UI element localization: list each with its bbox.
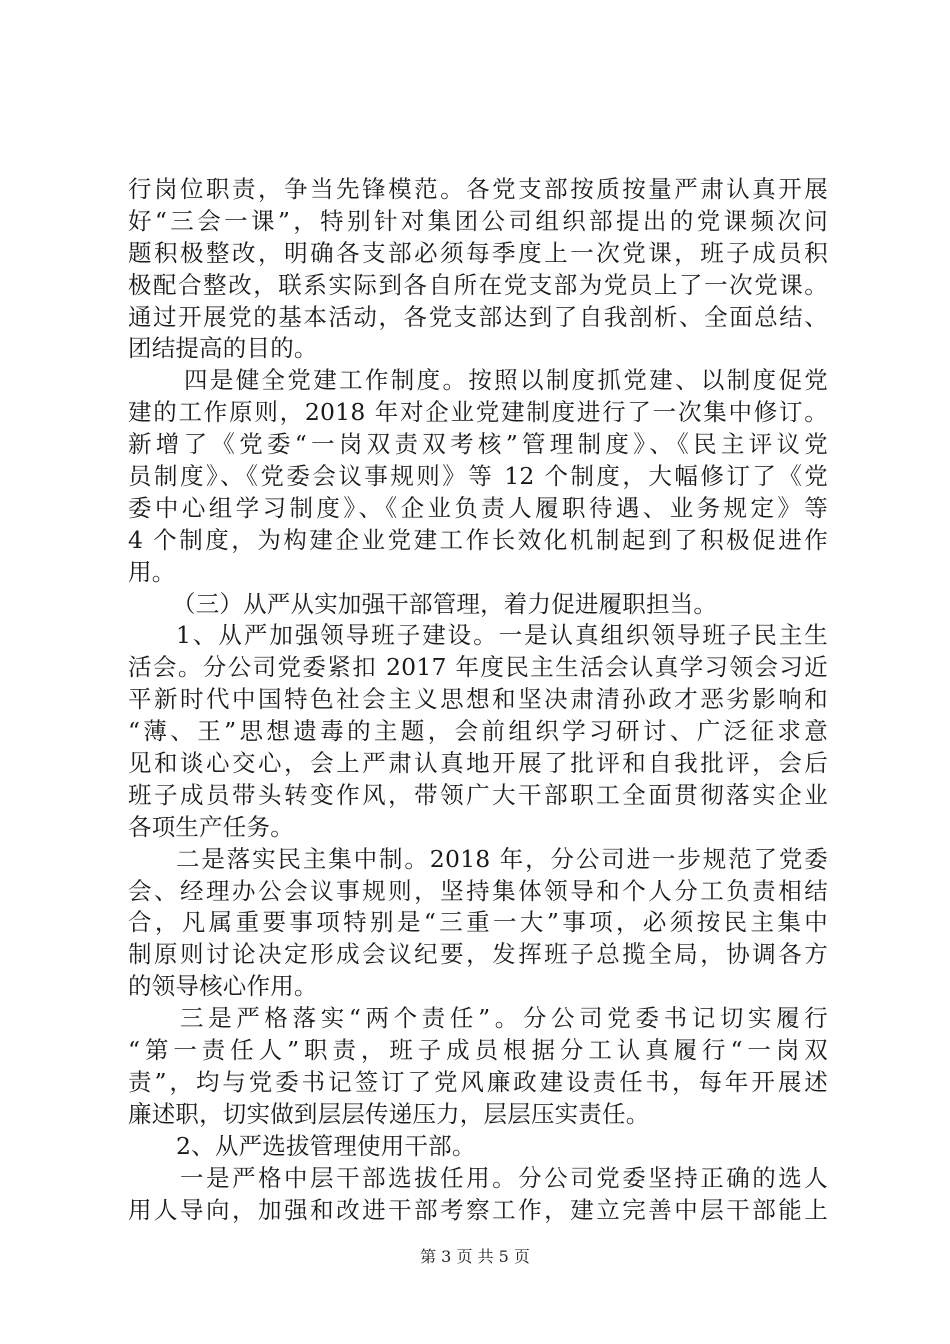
text-line: 员制度》、《党委会议事规则》等 12 个制度，大幅修订了《党 xyxy=(128,462,828,491)
text-line: 好“三会一课”，特别针对集团公司组织部提出的党课频次问 xyxy=(128,206,828,235)
text-line: 会、经理办公会议事规则，坚持集体领导和个人分工负责相结 xyxy=(128,876,828,905)
text-line: 团结提高的目的。 xyxy=(128,334,318,363)
text-line: 三是严格落实“两个责任”。分公司党委书记切实履行 xyxy=(180,1004,828,1033)
text-line: 新增了《党委“一岗双责双考核”管理制度》、《民主评议党 xyxy=(128,430,828,459)
text-line: 通过开展党的基本活动，各党支部达到了自我剖析、全面总结、 xyxy=(128,302,828,331)
text-line: 见和谈心交心，会上严肃认真地开展了批评和自我批评，会后 xyxy=(128,749,828,778)
text-line: 用。 xyxy=(128,557,176,586)
text-line: 题积极整改，明确各支部必须每季度上一次党课，班子成员积 xyxy=(128,238,828,267)
text-line: 的领导核心作用。 xyxy=(128,972,318,1001)
text-line: 各项生产任务。 xyxy=(128,812,294,841)
text-line: 2、从严选拔管理使用干部。 xyxy=(176,1131,476,1160)
text-line: 平新时代中国特色社会主义思想和坚决肃清孙政才恶劣影响和 xyxy=(128,685,828,714)
text-line: 行岗位职责，争当先锋模范。各党支部按质按量严肃认真开展 xyxy=(128,175,828,203)
text-line: （三）从严从实加强干部管理，着力促进履职担当。 xyxy=(172,589,718,618)
page-footer: 第 3 页 共 5 页 xyxy=(420,1247,530,1266)
text-line: 1、从严加强领导班子建设。一是认真组织领导班子民主生 xyxy=(176,621,828,650)
text-line: “薄、王”思想遗毒的主题，会前组织学习研讨、广泛征求意 xyxy=(128,717,828,746)
text-line: 四是健全党建工作制度。按照以制度抓党建、以制度促党 xyxy=(184,366,828,395)
text-line: 建的工作原则，2018 年对企业党建制度进行了一次集中修订。 xyxy=(128,398,828,427)
text-line: 责”，均与党委书记签订了党风廉政建设责任书，每年开展述 xyxy=(128,1067,828,1096)
document-body xyxy=(128,174,828,1226)
text-line: 活会。分公司党委紧扣 2017 年度民主生活会认真学习领会习近 xyxy=(128,653,828,682)
text-line: 廉述职，切实做到层层传递压力，层层压实责任。 xyxy=(128,1099,650,1128)
text-line: 班子成员带头转变作风，带领广大干部职工全面贯彻落实企业 xyxy=(128,780,828,809)
text-line: 用人导向，加强和改进干部考察工作，建立完善中层干部能上 xyxy=(128,1195,828,1224)
text-line: “第一责任人”职责，班子成员根据分工认真履行“一岗双 xyxy=(128,1036,828,1065)
text-line: 制原则讨论决定形成会议纪要，发挥班子总揽全局，协调各方 xyxy=(128,940,828,969)
text-line: 委中心组学习制度》、《企业负责人履职待遇、业务规定》等 xyxy=(128,493,828,522)
text-line: 合，凡属重要事项特别是“三重一大”事项，必须按民主集中 xyxy=(128,908,828,937)
text-line: 极配合整改，联系实际到各自所在党支部为党员上了一次党课。 xyxy=(128,270,828,299)
text-line: 4 个制度，为构建企业党建工作长效化机制起到了积极促进作 xyxy=(128,525,828,554)
text-line: 二是落实民主集中制。2018 年，分公司进一步规范了党委 xyxy=(176,844,828,873)
text-line: 一是严格中层干部选拔任用。分公司党委坚持正确的选人 xyxy=(180,1163,828,1192)
